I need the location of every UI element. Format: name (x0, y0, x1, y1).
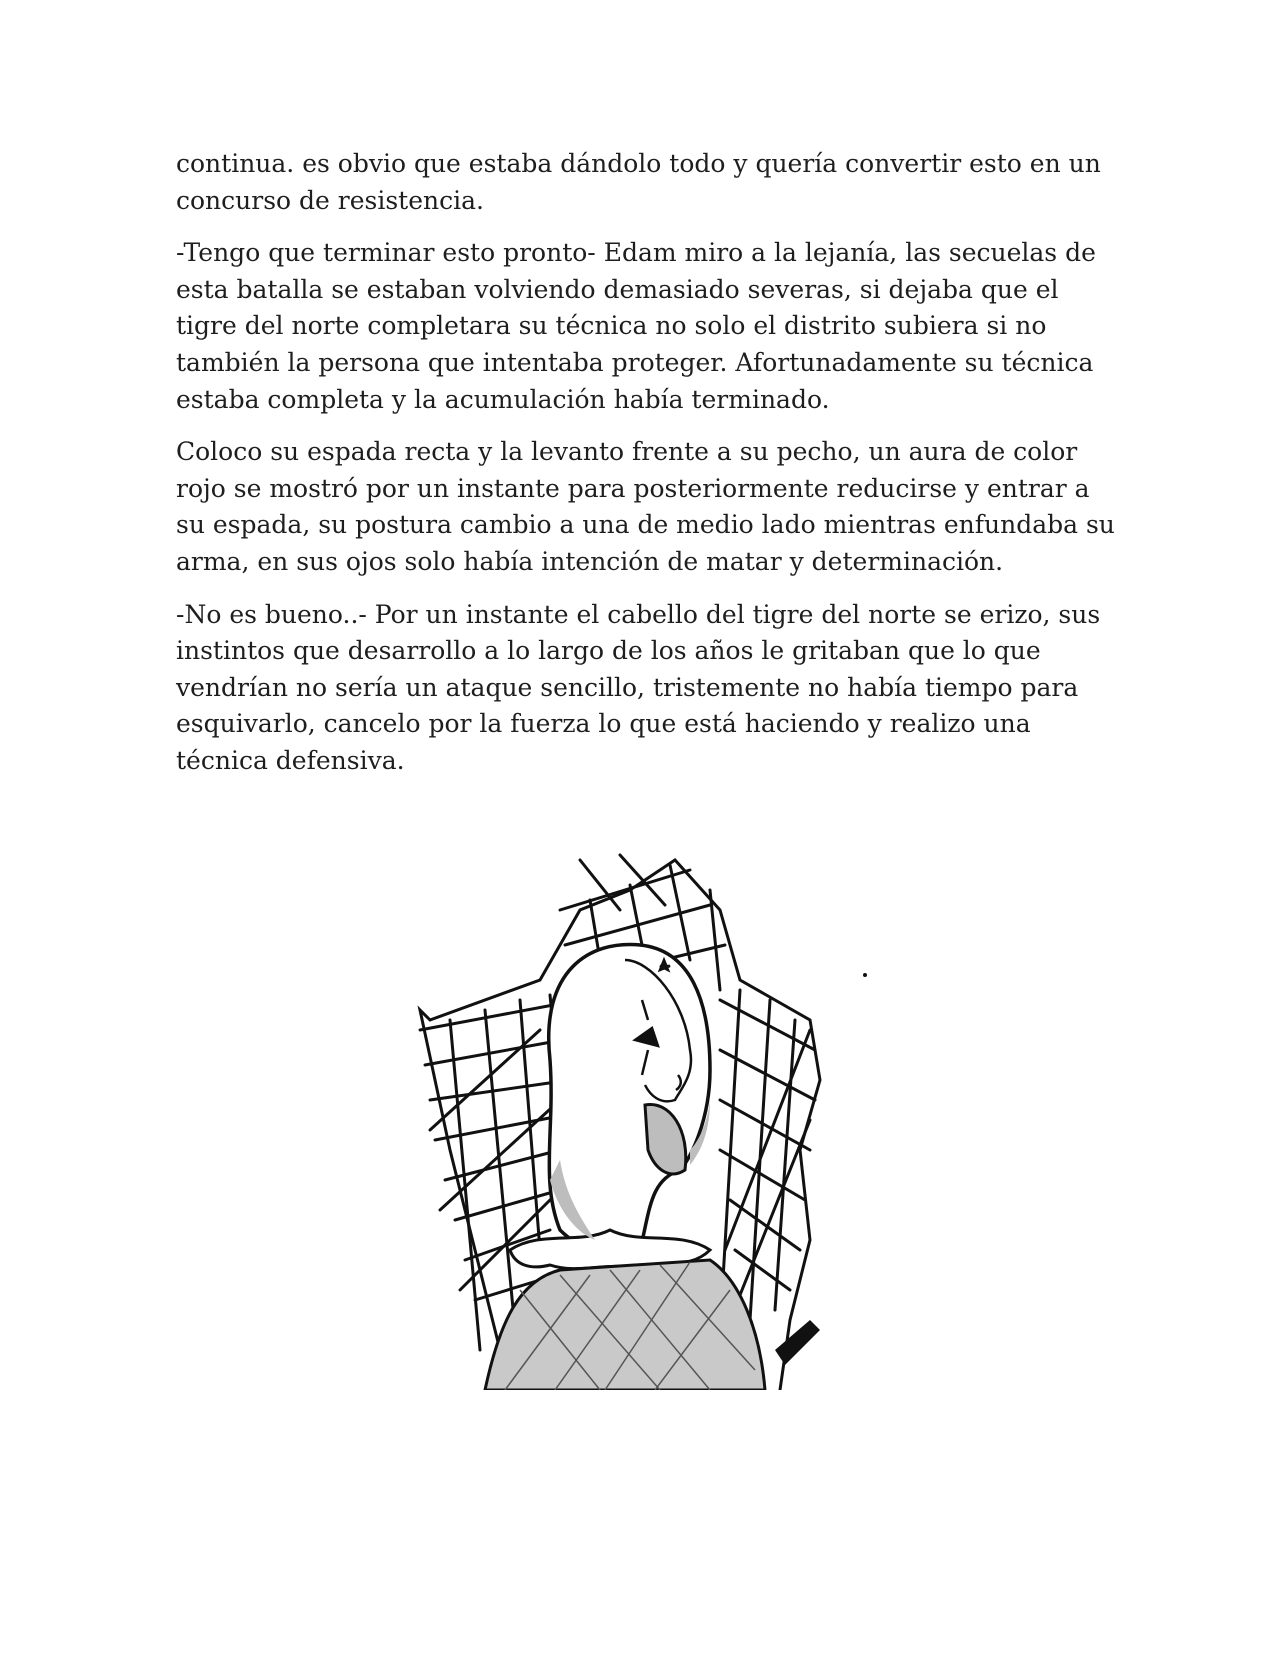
body-text (176, 146, 1116, 796)
paragraph-3: Coloco su espada recta y la levanto frente a su pecho, un aura de color rojo se mostró por un instante para posteriormente reducirse y entrar a su espada, su postura cambio a una de medio lado mientras enfundaba su arma, en sus ojos solo había intención de matar y determinación. (176, 437, 1115, 576)
illustration-masked-figure (390, 850, 910, 1390)
paragraph-4: -No es bueno..- Por un instante el cabello del tigre del norte se erizo, sus instintos que desarrollo a lo largo de los años le gritaban que lo que vendrían no sería un ataque sencillo, tristemente no había tiempo para esquivarlo, cancelo por la fuerza lo que está haciendo y realizo una técnica defensiva. (176, 599, 1101, 775)
paragraph-1: continua. es obvio que estaba dándolo todo y quería convertir esto en un concurso de resistencia. (176, 149, 1101, 215)
sketch-svg (390, 850, 910, 1390)
paragraph-2: -Tengo que terminar esto pronto- Edam miro a la lejanía, las secuelas de esta batalla se estaban volviendo demasiado severas, si dejaba que el tigre del norte completara su técnica no solo el distrito subiera si no también la persona que intentaba proteger. Afortunadamente su técnica estaba completa y la acumulación había terminado. (176, 238, 1096, 414)
